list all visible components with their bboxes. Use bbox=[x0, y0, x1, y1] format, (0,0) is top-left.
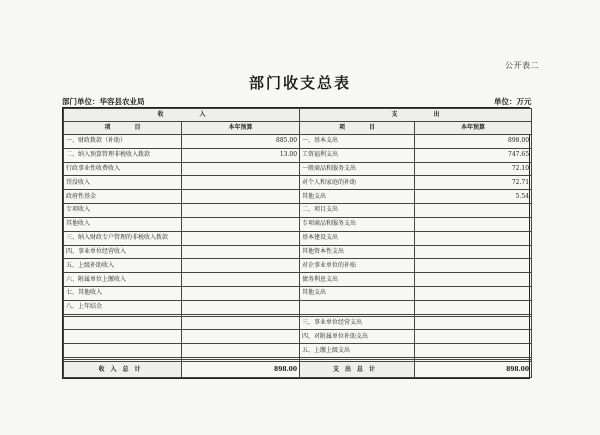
income-value-cell bbox=[182, 330, 300, 344]
expense-value-cell: 898.00 bbox=[415, 135, 532, 149]
budget-table-frame bbox=[62, 107, 530, 379]
income-item-cell: 其他收入 bbox=[64, 217, 182, 231]
income-item-header: 项 目 bbox=[64, 122, 182, 135]
income-value-cell bbox=[182, 176, 300, 190]
table-row bbox=[64, 176, 532, 190]
unit-label: 单位：万元 bbox=[494, 97, 532, 106]
expense-item-cell: 二、项目支出 bbox=[300, 204, 415, 218]
income-value-cell bbox=[182, 190, 300, 204]
table-row bbox=[64, 135, 532, 149]
expense-total-value: 898.00 bbox=[415, 362, 532, 378]
table-row bbox=[64, 259, 532, 273]
expense-item-cell: 其他资本性支出 bbox=[300, 245, 415, 259]
income-value-cell bbox=[182, 316, 300, 330]
income-section-header: 收 入 bbox=[64, 109, 300, 122]
income-item-cell: 六、附属单位上缴收入 bbox=[64, 273, 182, 287]
expense-value-cell bbox=[415, 231, 532, 245]
income-item-cell bbox=[64, 316, 182, 330]
expense-item-cell: 一、基本支出 bbox=[300, 135, 415, 149]
income-value-cell bbox=[182, 344, 300, 358]
expense-budget-header: 本年预算 bbox=[415, 122, 532, 135]
expense-item-header: 项 目 bbox=[300, 122, 415, 135]
expense-item-cell: 工资福利支出 bbox=[300, 148, 415, 162]
expense-item-cell: 专项商品和服务支出 bbox=[300, 217, 415, 231]
income-item-cell: 四、事业单位经营收入 bbox=[64, 245, 182, 259]
expense-item-cell: 对企事业单位的补贴 bbox=[300, 259, 415, 273]
expense-value-cell bbox=[415, 259, 532, 273]
expense-value-cell: 747.65 bbox=[415, 148, 532, 162]
department-label: 部门单位：华容县农业局 bbox=[62, 97, 145, 106]
expense-item-cell bbox=[300, 300, 415, 314]
income-item-cell: 五、上级补助收入 bbox=[64, 259, 182, 273]
income-total-value: 898.00 bbox=[182, 362, 300, 378]
expense-item-cell: 基本建设支出 bbox=[300, 231, 415, 245]
table-row bbox=[64, 245, 532, 259]
income-value-cell bbox=[182, 300, 300, 314]
expense-item-cell: 三、事业单位经营支出 bbox=[300, 316, 415, 330]
income-item-cell: 二、纳入预算管理非税收入拨款 bbox=[64, 148, 182, 162]
expense-total-label: 支出总计 bbox=[300, 362, 415, 378]
expense-value-cell bbox=[415, 273, 532, 287]
expense-value-cell bbox=[415, 300, 532, 314]
table-row bbox=[64, 273, 532, 287]
expense-value-cell bbox=[415, 245, 532, 259]
table-row bbox=[64, 344, 532, 358]
expense-value-cell: 72.10 bbox=[415, 162, 532, 176]
table-row bbox=[64, 330, 532, 344]
expense-item-cell: 债务利息支出 bbox=[300, 273, 415, 287]
income-item-cell: 专项收入 bbox=[64, 204, 182, 218]
form-number: 公开表二 bbox=[505, 61, 539, 70]
expense-item-cell: 对个人和家庭的补助 bbox=[300, 176, 415, 190]
table-row bbox=[64, 231, 532, 245]
income-budget-header: 本年预算 bbox=[182, 122, 300, 135]
expense-value-cell bbox=[415, 330, 532, 344]
income-value-cell bbox=[182, 204, 300, 218]
income-value-cell bbox=[182, 162, 300, 176]
expense-value-cell bbox=[415, 217, 532, 231]
expense-item-cell: 其他支出 bbox=[300, 190, 415, 204]
expense-item-cell: 四、对附属单位补助支出 bbox=[300, 330, 415, 344]
table-row bbox=[64, 190, 532, 204]
income-item-cell: 行政事业性收费收入 bbox=[64, 162, 182, 176]
income-value-cell bbox=[182, 286, 300, 300]
table-row bbox=[64, 148, 532, 162]
income-item-cell bbox=[64, 344, 182, 358]
expense-value-cell bbox=[415, 316, 532, 330]
income-item-cell: 三、纳入财政专户管理的非税收入拨款 bbox=[64, 231, 182, 245]
income-item-cell: 政府性基金 bbox=[64, 190, 182, 204]
income-value-cell: 885.00 bbox=[182, 135, 300, 149]
expense-item-cell: 其他支出 bbox=[300, 286, 415, 300]
expense-value-cell: 72.71 bbox=[415, 176, 532, 190]
income-value-cell bbox=[182, 231, 300, 245]
income-value-cell bbox=[182, 217, 300, 231]
table-row bbox=[64, 286, 532, 300]
income-value-cell bbox=[182, 245, 300, 259]
expense-section-header: 支 出 bbox=[300, 109, 532, 122]
income-value-cell: 13.00 bbox=[182, 148, 300, 162]
expense-value-cell bbox=[415, 344, 532, 358]
expense-item-cell: 五、上缴上级支出 bbox=[300, 344, 415, 358]
income-item-cell: 一、财政拨款（补助） bbox=[64, 135, 182, 149]
table-row bbox=[64, 162, 532, 176]
income-item-cell: 罚没收入 bbox=[64, 176, 182, 190]
document-title: 部门收支总表 bbox=[248, 74, 351, 92]
income-item-cell bbox=[64, 330, 182, 344]
income-value-cell bbox=[182, 273, 300, 287]
expense-value-cell: 5.54 bbox=[415, 190, 532, 204]
expense-value-cell bbox=[415, 204, 532, 218]
table-row bbox=[64, 204, 532, 218]
income-value-cell bbox=[182, 259, 300, 273]
expense-item-cell: 一般商品和服务支出 bbox=[300, 162, 415, 176]
budget-summary-table bbox=[63, 108, 532, 378]
income-item-cell: 八、上年结余 bbox=[64, 300, 182, 314]
table-row bbox=[64, 316, 532, 330]
table-row bbox=[64, 217, 532, 231]
expense-value-cell bbox=[415, 286, 532, 300]
income-item-cell: 七、其他收入 bbox=[64, 286, 182, 300]
table-row bbox=[64, 300, 532, 314]
income-total-label: 收入总计 bbox=[64, 362, 182, 378]
